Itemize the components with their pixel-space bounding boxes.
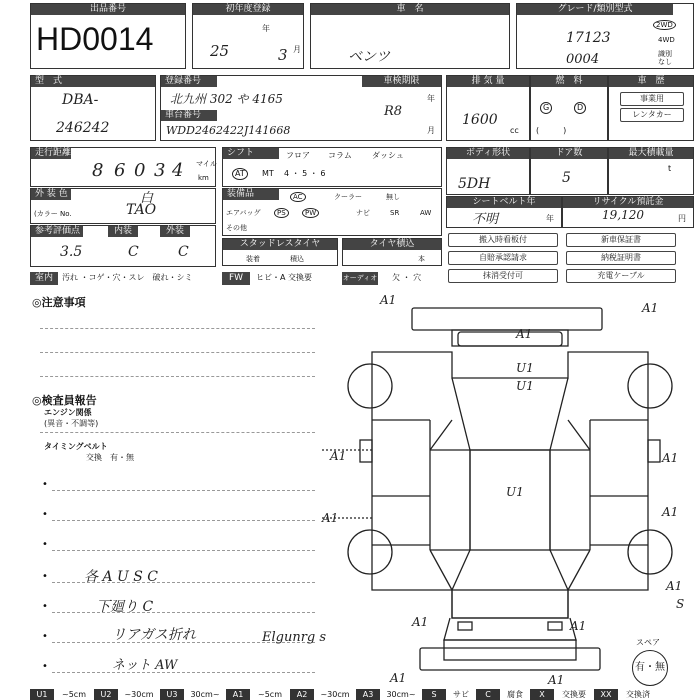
recycle-yen-unit: 円 <box>678 214 686 223</box>
shift-option-dash: ダッシュ <box>372 151 404 160</box>
shift-option-column: コラム <box>328 151 352 160</box>
mark-text: A1 <box>570 619 587 633</box>
grade-label: グレード/類別型式 <box>517 4 673 15</box>
drive-2wd: 2WD <box>653 20 676 30</box>
doc-signboard: 搬入時看板付 <box>448 233 558 247</box>
legend-key: C <box>476 689 500 700</box>
report-title: ◎検査員報告 <box>32 394 97 407</box>
mark-text: U1 <box>506 485 524 499</box>
fuel-g: G <box>540 102 552 114</box>
mileage-d0: 8 <box>92 160 104 181</box>
report-bullet: • <box>42 539 48 550</box>
first-reg-month-unit: 月 <box>293 45 301 54</box>
interior-cond-label: 室内 <box>30 272 58 285</box>
ref-score-label: 参考評価点 <box>31 226 83 237</box>
shift-nums: 4 ・ 5 ・ 6 <box>284 169 326 178</box>
displacement-label: 排 気 量 <box>447 76 529 87</box>
report-bullet: • <box>42 601 48 612</box>
handwritten-note-3: リアガス折れ <box>112 627 196 643</box>
mileage-unit-km: km <box>198 174 209 182</box>
timing-label: タイミングベルト <box>44 442 108 451</box>
mileage-d4: 4 <box>172 160 184 181</box>
car-damage-diagram <box>320 290 698 686</box>
mileage-d1: 6 <box>114 160 126 181</box>
equip-none: 無し <box>386 193 400 201</box>
car-name: ベンツ <box>348 49 390 65</box>
legend-key: S <box>422 689 446 700</box>
studless-loaded: 積込 <box>290 255 304 263</box>
mark-text: A1 <box>322 511 339 525</box>
exterior-score-value: C <box>178 244 189 260</box>
note-line <box>52 612 315 613</box>
recycle-label: リサイクル預託金 <box>563 197 693 208</box>
drive-4wd: 4WD <box>658 36 675 44</box>
shift-mt: MT <box>262 169 274 178</box>
handwritten-note-extra: Elgunrg s <box>262 630 327 645</box>
spare-value: 有・無 <box>635 662 665 673</box>
note-line <box>40 352 315 353</box>
report-bullet: • <box>42 571 48 582</box>
note-line <box>52 550 315 551</box>
legend-value: ~30cm <box>320 690 350 699</box>
note-line <box>52 490 315 491</box>
cc-unit: cc <box>510 126 519 135</box>
first-reg-label: 初年度登録 <box>193 4 303 15</box>
recycle-value: 19,120 <box>602 208 644 222</box>
inspection-month-unit: 月 <box>427 126 435 135</box>
usage-label: 車 歴 <box>609 76 693 87</box>
equip-cooler: クーラー <box>334 193 362 201</box>
studless-label: スタッドレスタイヤ <box>223 239 337 250</box>
body-value: 5DH <box>458 176 491 192</box>
note-line <box>52 672 315 673</box>
mileage-label: 走行距離 <box>31 148 71 159</box>
interior-score-value: C <box>128 244 139 260</box>
audio-items: 欠 ・ 穴 <box>392 273 422 282</box>
legend-value: 30cm~ <box>386 690 416 699</box>
studless-mounted: 装着 <box>246 255 260 263</box>
car-name-label: 車 名 <box>311 4 509 15</box>
handwritten-note-1: 各 A U S C <box>84 569 159 585</box>
report-bullet: • <box>42 631 48 642</box>
color-no-value: TAO <box>126 202 157 218</box>
audio-label: オーディオ <box>342 272 378 285</box>
mark-text: U1 <box>516 361 534 375</box>
body-label: ボディ形状 <box>447 148 529 159</box>
ref-score-value: 3.5 <box>60 244 83 260</box>
equip-airbag: エアバッグ <box>226 209 261 217</box>
legend-value: 交換済 <box>626 690 650 699</box>
grade-line1: 17123 <box>566 30 611 46</box>
grade-line2: 0004 <box>566 52 600 67</box>
model-line2: 246242 <box>56 120 110 136</box>
doc-warranty: 新車保証書 <box>566 233 676 247</box>
door-label: ドア数 <box>531 148 607 159</box>
mark-text: A1 <box>662 505 679 519</box>
engine-sub: (異音・不調等) <box>44 419 99 428</box>
doc-insurance: 自賠承認請求 <box>448 251 558 265</box>
mark-text: A1 <box>380 293 397 307</box>
notes-title: ◎注意事項 <box>32 296 86 309</box>
handwritten-note-4: ネット AW <box>112 658 178 673</box>
equip-aw: AW <box>420 209 432 217</box>
load-unit: t <box>668 164 672 173</box>
seatbelt-label: シートベルト年 <box>447 197 561 208</box>
mark-text: A1 <box>666 579 683 593</box>
handwritten-note-2: 下廻り C <box>96 599 154 615</box>
report-bullet: • <box>42 661 48 672</box>
spare-label: スペア <box>636 638 660 647</box>
doc-charging-cable: 充電ケーブル <box>566 269 676 283</box>
legend-key: U1 <box>30 689 54 700</box>
damage-legend <box>30 689 694 700</box>
mark-text: A1 <box>548 673 565 686</box>
legend-value: 30cm~ <box>190 690 220 699</box>
item-no: HD0014 <box>36 21 154 57</box>
mark-text: A1 <box>516 327 533 341</box>
tire-unit: 本 <box>418 255 425 263</box>
legend-key: U3 <box>160 689 184 700</box>
mark-text: A1 <box>412 615 429 629</box>
color-label: 外 装 色 <box>31 189 71 200</box>
legend-value: 交換要 <box>562 690 586 699</box>
interior-score-label: 内装 <box>108 226 138 237</box>
equip-ps: PS <box>274 208 289 218</box>
spare-circle <box>632 650 668 686</box>
legend-value: 腐食 <box>507 690 523 699</box>
exterior-score-label: 外装 <box>160 226 190 237</box>
color-no-label: (カラー No. <box>34 210 72 218</box>
equip-label: 装備品 <box>223 189 279 200</box>
shift-label: シフト <box>223 148 279 159</box>
legend-key: A3 <box>356 689 380 700</box>
legend-key: A1 <box>226 689 250 700</box>
model-line1: DBA- <box>62 92 99 108</box>
note-line <box>52 520 315 521</box>
fw-items: ヒビ・A 交換要 <box>256 273 313 282</box>
interior-cond-items: 汚れ ・コゲ・穴・スレ 破れ・シミ <box>62 273 193 282</box>
mileage-unit-mile: マイル <box>196 160 217 168</box>
first-reg-year: 25 <box>210 42 230 60</box>
inspection-label: 車検期限 <box>362 76 441 87</box>
displacement-value: 1600 <box>462 112 498 128</box>
usage-rental: レンタカー <box>620 108 684 122</box>
usage-business: 事業用 <box>620 92 684 106</box>
mark-text: A1 <box>662 451 679 465</box>
inspection-year-unit: 年 <box>427 94 435 103</box>
doc-cancellation: 抹消受付可 <box>448 269 558 283</box>
timing-exchange: 交換 有・無 <box>86 453 134 462</box>
shift-at: AT <box>232 168 248 180</box>
mark-text: S <box>676 597 685 611</box>
engine-label: エンジン関係 <box>44 408 92 417</box>
legend-value: ~5cm <box>258 690 282 699</box>
legend-key: X <box>530 689 554 700</box>
legend-value: サビ <box>453 690 469 699</box>
door-value: 5 <box>562 170 571 186</box>
item-no-label: 出品番号 <box>31 4 185 15</box>
seatbelt-value: 不明 <box>472 212 499 227</box>
mark-text: U1 <box>516 379 534 393</box>
doc-tax: 納税証明書 <box>566 251 676 265</box>
equip-ac: AC <box>290 192 306 202</box>
fw-label: FW <box>222 272 250 285</box>
legend-key: A2 <box>290 689 314 700</box>
legend-key: U2 <box>94 689 118 700</box>
equip-sr: SR <box>390 209 400 217</box>
note-line <box>40 328 315 329</box>
legend-value: ~30cm <box>124 690 154 699</box>
fuel-label: 燃 料 <box>531 76 607 87</box>
mileage-d2: 0 <box>134 160 146 181</box>
legend-value: ~5cm <box>62 690 86 699</box>
fuel-blank: ( ) <box>536 126 567 135</box>
drive-none: 識別なし <box>658 50 672 66</box>
equip-other-label: その他 <box>226 224 247 232</box>
chassis-label: 車台番号 <box>161 110 217 121</box>
load-label: 最大積載量 <box>609 148 693 159</box>
chassis-no: WDD2462422J141668 <box>166 124 291 137</box>
seatbelt-year-unit: 年 <box>546 214 554 223</box>
report-bullet: • <box>42 479 48 490</box>
mark-text: A1 <box>642 301 659 315</box>
fuel-d: D <box>574 102 586 114</box>
legend-key: XX <box>594 689 618 700</box>
mark-text: A1 <box>390 671 407 685</box>
tire-load-label: タイヤ積込 <box>343 239 441 250</box>
shift-option-floor: フロア <box>286 151 310 160</box>
note-line <box>40 376 315 377</box>
first-reg-year-unit: 年 <box>262 24 270 33</box>
first-reg-month: 3 <box>278 46 288 64</box>
note-line <box>40 432 315 433</box>
equip-pw: PW <box>302 208 319 218</box>
mileage-d3: 3 <box>154 160 166 181</box>
reg-no: 北九州 302 や 4165 <box>170 92 283 106</box>
mark-text: A1 <box>330 449 347 463</box>
color-value: 白 <box>140 191 154 206</box>
reg-no-label: 登録番号 <box>161 76 217 87</box>
equip-navi: ナビ <box>356 209 370 217</box>
inspection-value: R8 <box>384 104 403 119</box>
report-bullet: • <box>42 509 48 520</box>
model-label: 型 式 <box>31 76 155 87</box>
